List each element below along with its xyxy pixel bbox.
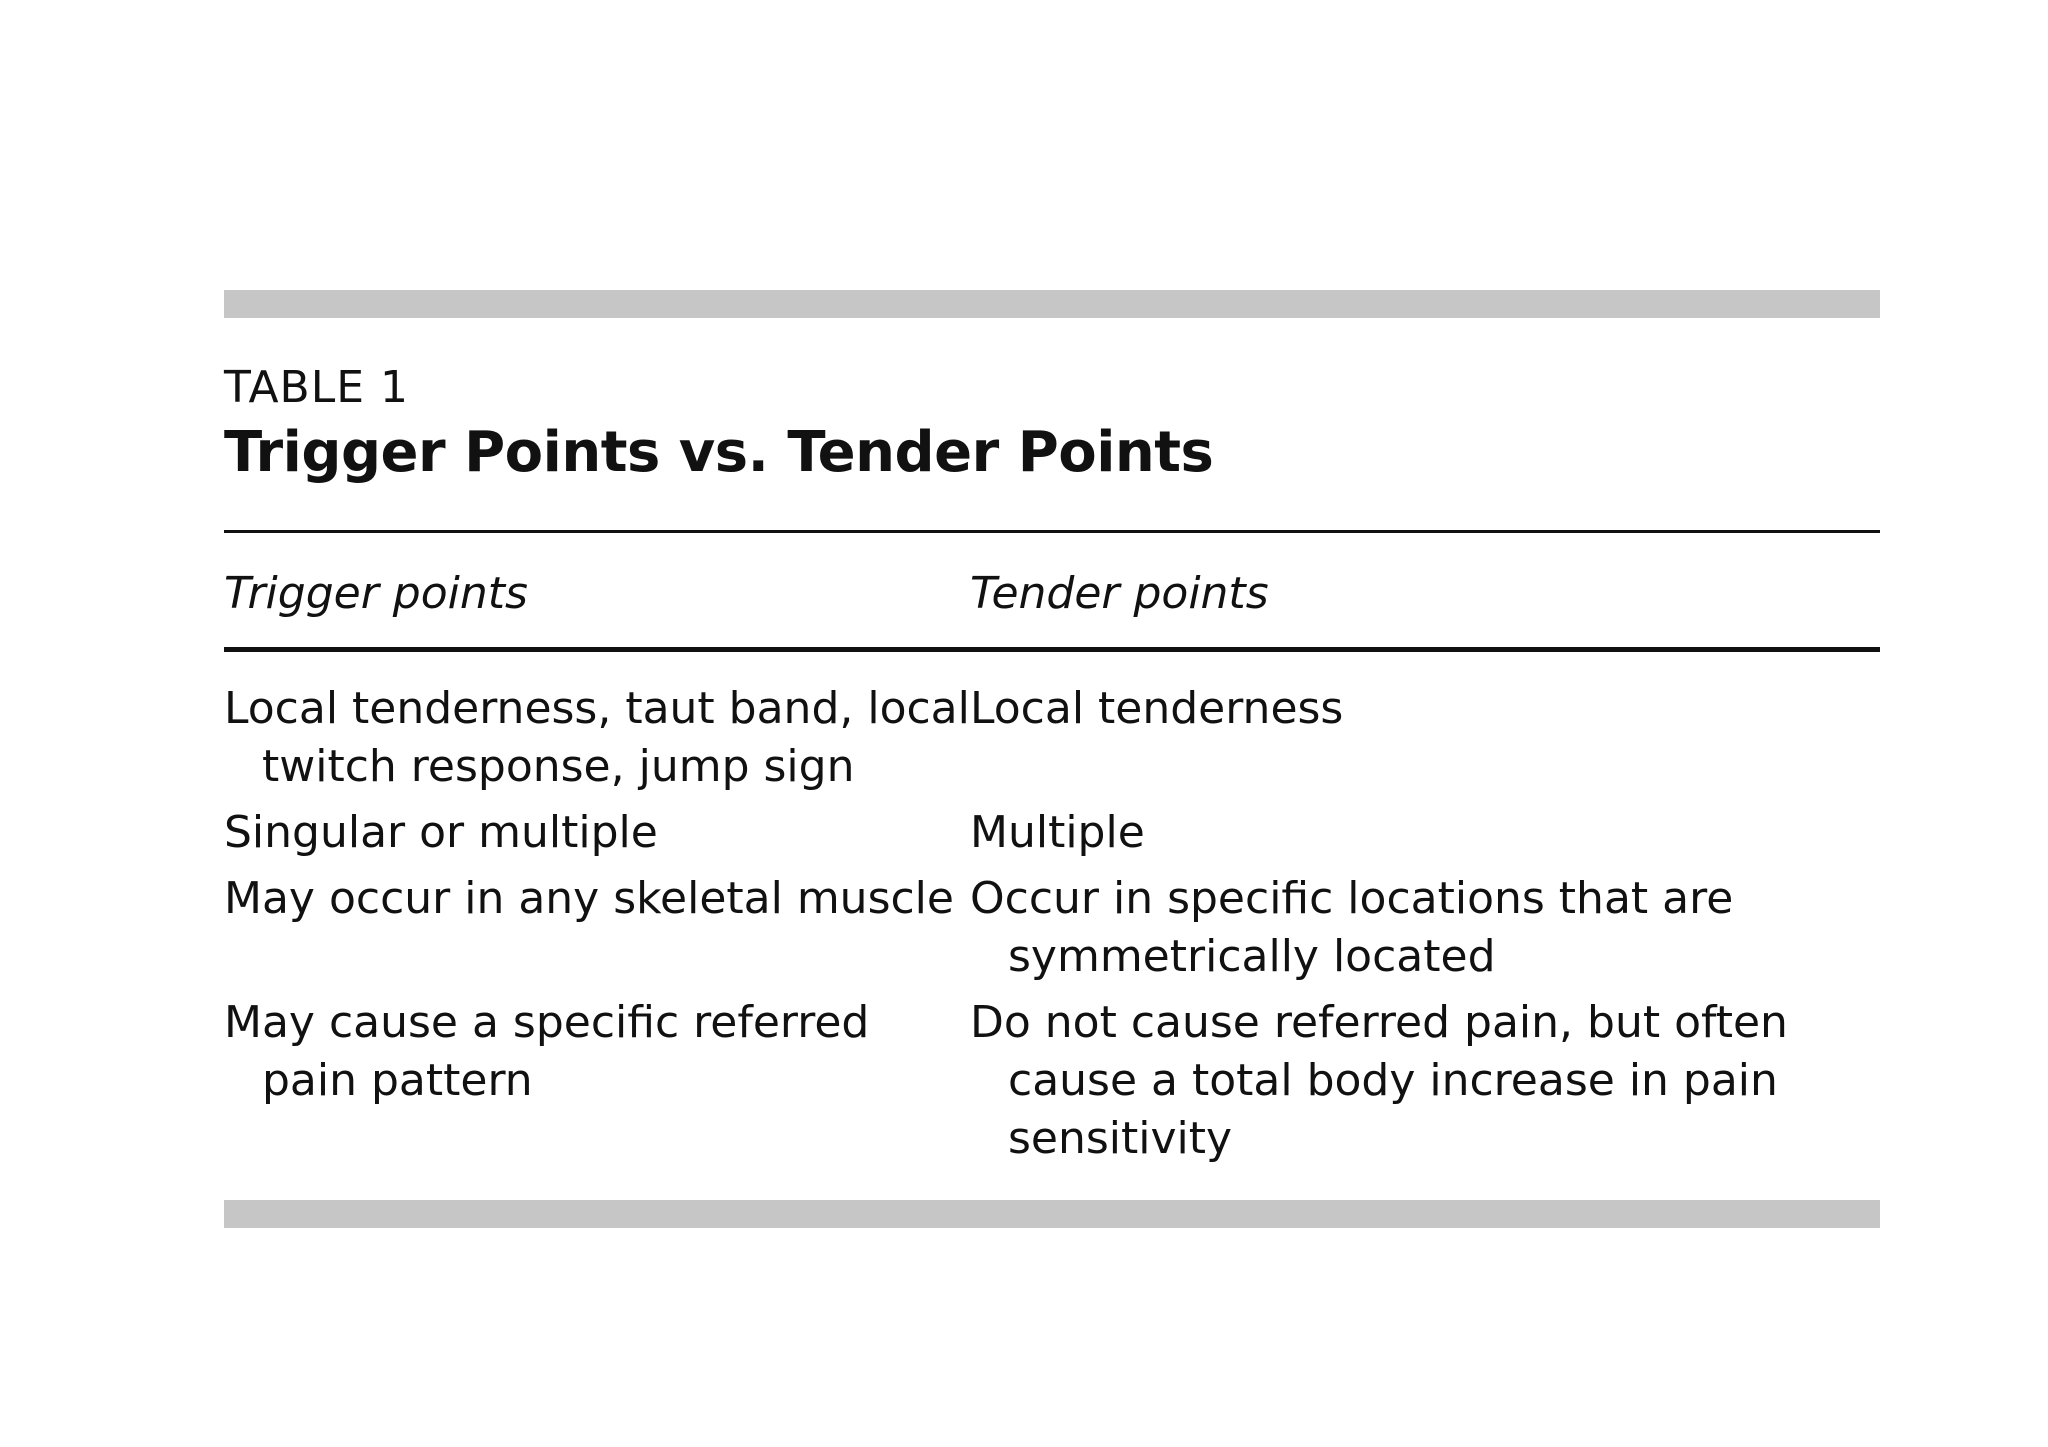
table-label: TABLE 1 [224, 362, 410, 413]
table-cell-tender: Occur in specific locations that are symmetrically located [970, 873, 1734, 982]
table-row [224, 994, 1880, 1168]
table-header-row [224, 533, 1880, 647]
column-header-tender-points: Tender points [970, 568, 1269, 619]
table-row [224, 870, 1880, 986]
table-row [224, 804, 1880, 862]
table-cell-tender: Do not cause referred pain, but often cause a total body increase in pain sensitivity [970, 997, 1788, 1164]
bottom-gray-rule [224, 1200, 1880, 1228]
table-cell-trigger: Local tenderness, taut band, local twitch response, jump sign [224, 683, 970, 792]
table-cell-trigger: Singular or multiple [224, 807, 658, 858]
top-gray-rule [224, 290, 1880, 318]
table-cell-trigger: May occur in any skeletal muscle [224, 873, 954, 924]
table-cell-tender: Local tenderness [970, 683, 1344, 734]
table-cell-trigger: May cause a specific referred pain pattern [224, 997, 870, 1106]
table-figure [224, 290, 1880, 1228]
table-body [224, 652, 1880, 1200]
table-row [224, 680, 1880, 796]
column-header-trigger-points: Trigger points [224, 568, 528, 619]
table-cell-tender: Multiple [970, 807, 1145, 858]
table-title: Trigger Points vs. Tender Points [224, 420, 1214, 485]
